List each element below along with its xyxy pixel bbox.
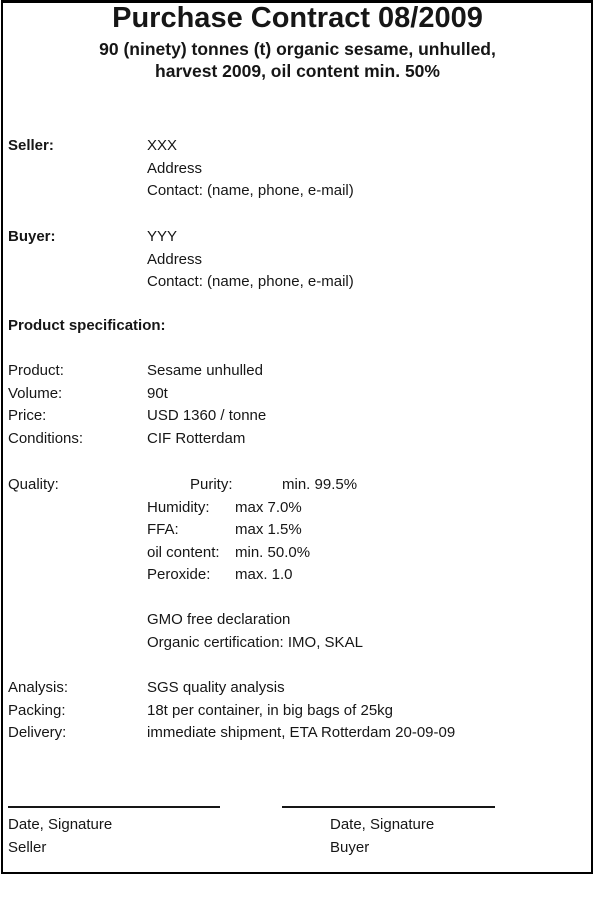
quality-section: [0, 476, 594, 589]
ffa-value: max 1.5%: [235, 521, 302, 539]
purity-value: min. 99.5%: [282, 476, 358, 493]
packing-label: Packing:: [8, 701, 66, 719]
humidity-param: Humidity:: [147, 498, 210, 516]
peroxide-value: max. 1.0: [235, 566, 293, 584]
product-row: [0, 362, 594, 385]
buyer-party-label: Buyer: [330, 839, 370, 856]
logistics-section: [0, 679, 594, 747]
quality-humidity-row: [0, 499, 594, 522]
purity-param: Purity:: [190, 476, 233, 493]
quality-peroxide-row: [0, 566, 594, 589]
seller-contact: Contact: (name, phone, e-mail): [147, 182, 354, 200]
analysis-label: Analysis:: [8, 679, 69, 696]
conditions-value: CIF Rotterdam: [147, 429, 246, 447]
buyer-address: Address: [147, 250, 203, 268]
seller-name: XXX: [147, 137, 178, 154]
product-specification-section: [0, 362, 594, 452]
peroxide-param: Peroxide:: [147, 566, 211, 584]
buyer-section: [0, 228, 594, 296]
buyer-address-row: [0, 251, 594, 274]
quality-notes-section: [0, 611, 594, 656]
product-specification-heading: Product specification:: [8, 317, 166, 334]
subtitle-line-2: harvest 2009, oil content min. 50%: [155, 60, 440, 81]
quality-label: Quality:: [8, 476, 59, 493]
packing-value: 18t per container, in big bags of 25kg: [147, 701, 394, 719]
oil-content-param: oil content:: [147, 543, 220, 561]
buyer-signature-line: [282, 806, 495, 808]
buyer-date-signature-caption: Date, Signature: [330, 816, 435, 833]
organic-certification-row: [0, 634, 594, 657]
document-title: Purchase Contract 08/2009: [112, 2, 483, 34]
conditions-row: [0, 430, 594, 453]
buyer-label: Buyer:: [8, 228, 56, 245]
conditions-label: Conditions:: [8, 429, 84, 447]
product-label: Product:: [8, 362, 64, 379]
volume-row: [0, 385, 594, 408]
price-value: USD 1360 / tonne: [147, 407, 267, 425]
organic-certification: Organic certification: IMO, SKAL: [147, 633, 363, 651]
price-row: [0, 407, 594, 430]
buyer-name: YYY: [147, 228, 178, 245]
seller-contact-row: [0, 182, 594, 205]
product-value: Sesame unhulled: [147, 362, 263, 379]
analysis-row: [0, 679, 594, 702]
quality-ffa-row: [0, 521, 594, 544]
gmo-note: GMO free declaration: [147, 611, 291, 628]
buyer-contact: Contact: (name, phone, e-mail): [147, 273, 354, 291]
humidity-value: max 7.0%: [235, 498, 302, 516]
quality-oil-content-row: [0, 544, 594, 567]
packing-row: [0, 702, 594, 725]
seller-name-row: [0, 137, 594, 160]
oil-content-value: min. 50.0%: [235, 543, 311, 561]
subtitle-line-1: 90 (ninety) tonnes (t) organic sesame, unhulled,: [99, 39, 496, 59]
volume-label: Volume:: [8, 384, 63, 402]
seller-signature-line: [8, 806, 220, 808]
seller-address-row: [0, 160, 594, 183]
seller-label: Seller:: [8, 137, 54, 154]
seller-section: [0, 137, 594, 205]
price-label: Price:: [8, 407, 47, 425]
analysis-value: SGS quality analysis: [147, 679, 285, 696]
document-subtitle: [2, 39, 593, 82]
buyer-name-row: [0, 228, 594, 251]
gmo-note-row: [0, 611, 594, 634]
ffa-param: FFA:: [147, 521, 179, 539]
buyer-contact-row: [0, 273, 594, 296]
delivery-row: [0, 724, 594, 747]
seller-date-signature-caption: Date, Signature: [8, 816, 113, 833]
seller-address: Address: [147, 159, 203, 177]
quality-purity-row: [0, 476, 594, 499]
delivery-value: immediate shipment, ETA Rotterdam 20-09-09: [147, 724, 456, 742]
seller-party-label: Seller: [8, 839, 47, 856]
delivery-label: Delivery:: [8, 724, 67, 742]
volume-value: 90t: [147, 384, 168, 402]
